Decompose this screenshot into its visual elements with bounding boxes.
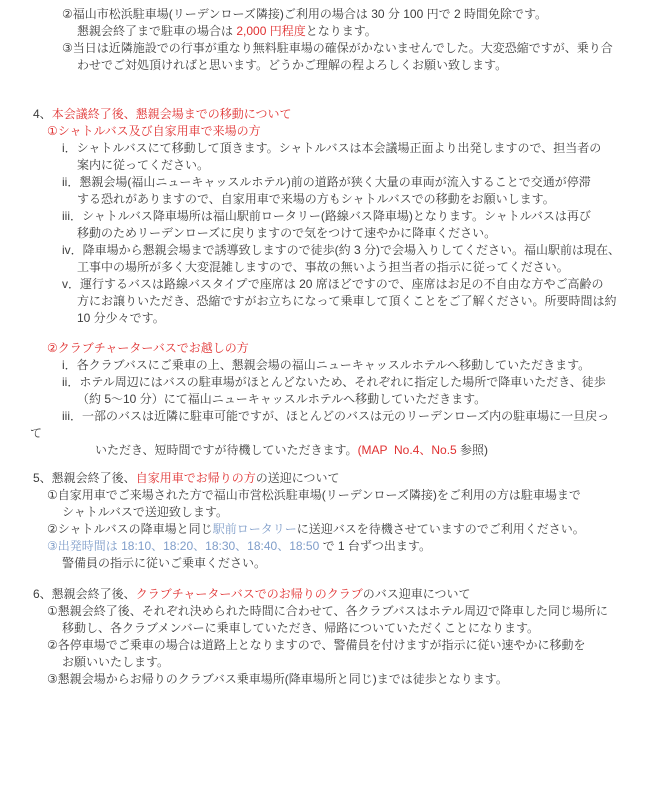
text-line <box>0 174 650 191</box>
text-line <box>0 23 650 40</box>
text-line <box>0 538 650 555</box>
highlight-run: ②クラブチャーターバスでお越しの方 <box>47 341 249 355</box>
text-line <box>0 340 650 357</box>
text-line <box>0 442 650 459</box>
text-line <box>0 157 650 174</box>
text-run: i．各クラブバスにご乗車の上、懇親会場の福山ニューキャッスルホテルへ移動していただきます。 <box>62 358 591 372</box>
text-run: 移動のためリーデンローズに戻りますので気をつけて速やかに降車ください。 <box>77 226 497 240</box>
highlight-run: 本会議終了後、懇親会場までの移動について <box>51 107 292 121</box>
text-line <box>0 620 650 637</box>
text-line <box>0 123 650 140</box>
text-line <box>0 106 650 123</box>
text-run: v．運行するバスは路線バスタイプで座席は 20 席ほどですので、座席はお足の不自由な方やご高齢の <box>62 277 604 291</box>
text-run: （約 5～10 分）にて福山ニューキャッスルホテルへ移動していただきます。 <box>77 392 487 406</box>
text-run: ③懇親会場からお帰りのクラブバス乗車場所(降車場所と同じ)までは徒歩となります。 <box>47 672 508 686</box>
section-4b <box>0 340 650 459</box>
text-run: ii．懇親会場(福山ニューキャッスルホテル)前の道路が狭く大量の車両が流入することで交通が停滞 <box>62 175 591 189</box>
text-run: 参照) <box>460 443 489 457</box>
text-line <box>0 425 650 442</box>
text-line <box>0 259 650 276</box>
text-run: 案内に従ってください。 <box>77 158 210 172</box>
text-run: シャトルバスで送迎致します。 <box>62 505 228 519</box>
text-line <box>0 671 650 688</box>
text-line <box>0 310 650 327</box>
section-6 <box>0 586 650 688</box>
text-run: iii．シャトルバス降車場所は福山駅前ロータリー(路線バス降車場)となります。シャトルバスは再び <box>62 209 591 223</box>
text-run: ①自家用車でご来場された方で福山市営松浜駐車場(リーデンローズ隣接)をご利用の方は駐車場まで <box>47 488 581 502</box>
text-run: 移動し、各クラブメンバーに乗車していただき、帰路についていただくことになります。 <box>62 621 540 635</box>
highlight-run: ③出発時間は 18:10、18:20、18:30、18:40、18:50 <box>47 539 320 553</box>
text-run: i．シャトルバスにて移動して頂きます。シャトルバスは本会議場正面より出発しますので、担当者の <box>62 141 602 155</box>
parking-notes <box>0 6 650 74</box>
text-line <box>0 654 650 671</box>
text-line <box>0 521 650 538</box>
text-run: ①懇親会終了後、それぞれ決められた時間に合わせて、各クラブバスはホテル周辺で降車した同じ場所に <box>47 604 608 618</box>
text-run: いただき、短時間ですが待機していただきます。 <box>95 443 358 457</box>
text-run: となります。 <box>305 24 377 38</box>
text-run: のバス迎車について <box>362 587 471 601</box>
text-run: 方にお譲りいただき、恐縮ですがお立ちになって乗車して頂くことをご了解ください。所要時間は約 <box>77 294 617 308</box>
text-run: て <box>30 426 43 440</box>
text-line <box>0 504 650 521</box>
text-run: 6、懇親会終了後、 <box>33 587 136 601</box>
text-line <box>0 586 650 603</box>
text-line <box>0 6 650 23</box>
text-line <box>0 637 650 654</box>
highlight-run: (MAP No.4、No.5 <box>357 443 461 457</box>
highlight-run: 自家用車でお帰りの方 <box>135 471 256 485</box>
text-run: お願いいたします。 <box>62 655 170 669</box>
text-line <box>0 276 650 293</box>
text-line <box>0 57 650 74</box>
section-5 <box>0 470 650 572</box>
text-run: 10 分少々です。 <box>77 311 165 325</box>
text-run: ii．ホテル周辺にはバスの駐車場がほとんどないため、それぞれに指定した場所で降車いただき、徒歩 <box>62 375 606 389</box>
text-line <box>0 225 650 242</box>
text-line <box>0 191 650 208</box>
text-run: 懇親会終了まで駐車の場合は <box>77 24 237 38</box>
text-line <box>0 470 650 487</box>
text-run: の送迎について <box>255 471 340 485</box>
text-run: iv．降車場から懇親会場まで誘導致しますので徒歩(約 3 分)で会場入りしてください。福山駅前は現在、 <box>62 243 621 257</box>
section-4a <box>0 106 650 327</box>
text-run: で 1 台ずつ出ます。 <box>319 539 431 553</box>
text-run: 5、懇親会終了後、 <box>33 471 136 485</box>
text-line <box>0 408 650 425</box>
text-run: ②各停車場でご乗車の場合は道路上となりますので、警備員を付けますが指示に従い速やかに移動を <box>47 638 586 652</box>
text-run: ③当日は近隣施設での行事が重なり無料駐車場の確保がかないませんでした。大変恐縮ですが、乗り合 <box>62 41 613 55</box>
text-run: 工事中の場所が多く大変混雑しますので、事故の無いよう担当者の指示に従ってください。 <box>77 260 569 274</box>
text-run: する恐れがありますので、自家用車で来場の方もシャトルバスでの移動をお願いします。 <box>77 192 555 206</box>
text-run: に送迎バスを待機させていますのでご利用ください。 <box>296 522 585 536</box>
text-line <box>0 40 650 57</box>
text-run: 警備員の指示に従いご乗車ください。 <box>62 556 267 570</box>
text-line <box>0 140 650 157</box>
text-line <box>0 391 650 408</box>
text-line <box>0 603 650 620</box>
text-line <box>0 208 650 225</box>
text-run: 4、 <box>33 107 52 121</box>
text-run: ②シャトルバスの降車場と同じ <box>47 522 213 536</box>
highlight-run: クラブチャーターバスでのお帰りのクラブ <box>135 587 363 601</box>
text-line <box>0 555 650 572</box>
text-run: iii．一部のバスは近隣に駐車可能ですが、ほとんどのバスは元のリーデンローズ内の駐車場に一旦戻っ <box>62 409 610 423</box>
highlight-run: 2,000 円程度 <box>236 24 306 38</box>
text-line <box>0 357 650 374</box>
text-line <box>0 374 650 391</box>
text-line <box>0 242 650 259</box>
text-line <box>0 293 650 310</box>
text-line <box>0 487 650 504</box>
text-run: わせでご対処頂ければと思います。どうかご理解の程よろしくお願い致します。 <box>77 58 508 72</box>
highlight-run: ①シャトルバス及び自家用車で来場の方 <box>47 124 261 138</box>
text-run: ②福山市松浜駐車場(リーデンローズ隣接)ご利用の場合は 30 分 100 円で 2 時間免除です。 <box>62 7 547 21</box>
highlight-run: 駅前ロータリー <box>212 522 297 536</box>
